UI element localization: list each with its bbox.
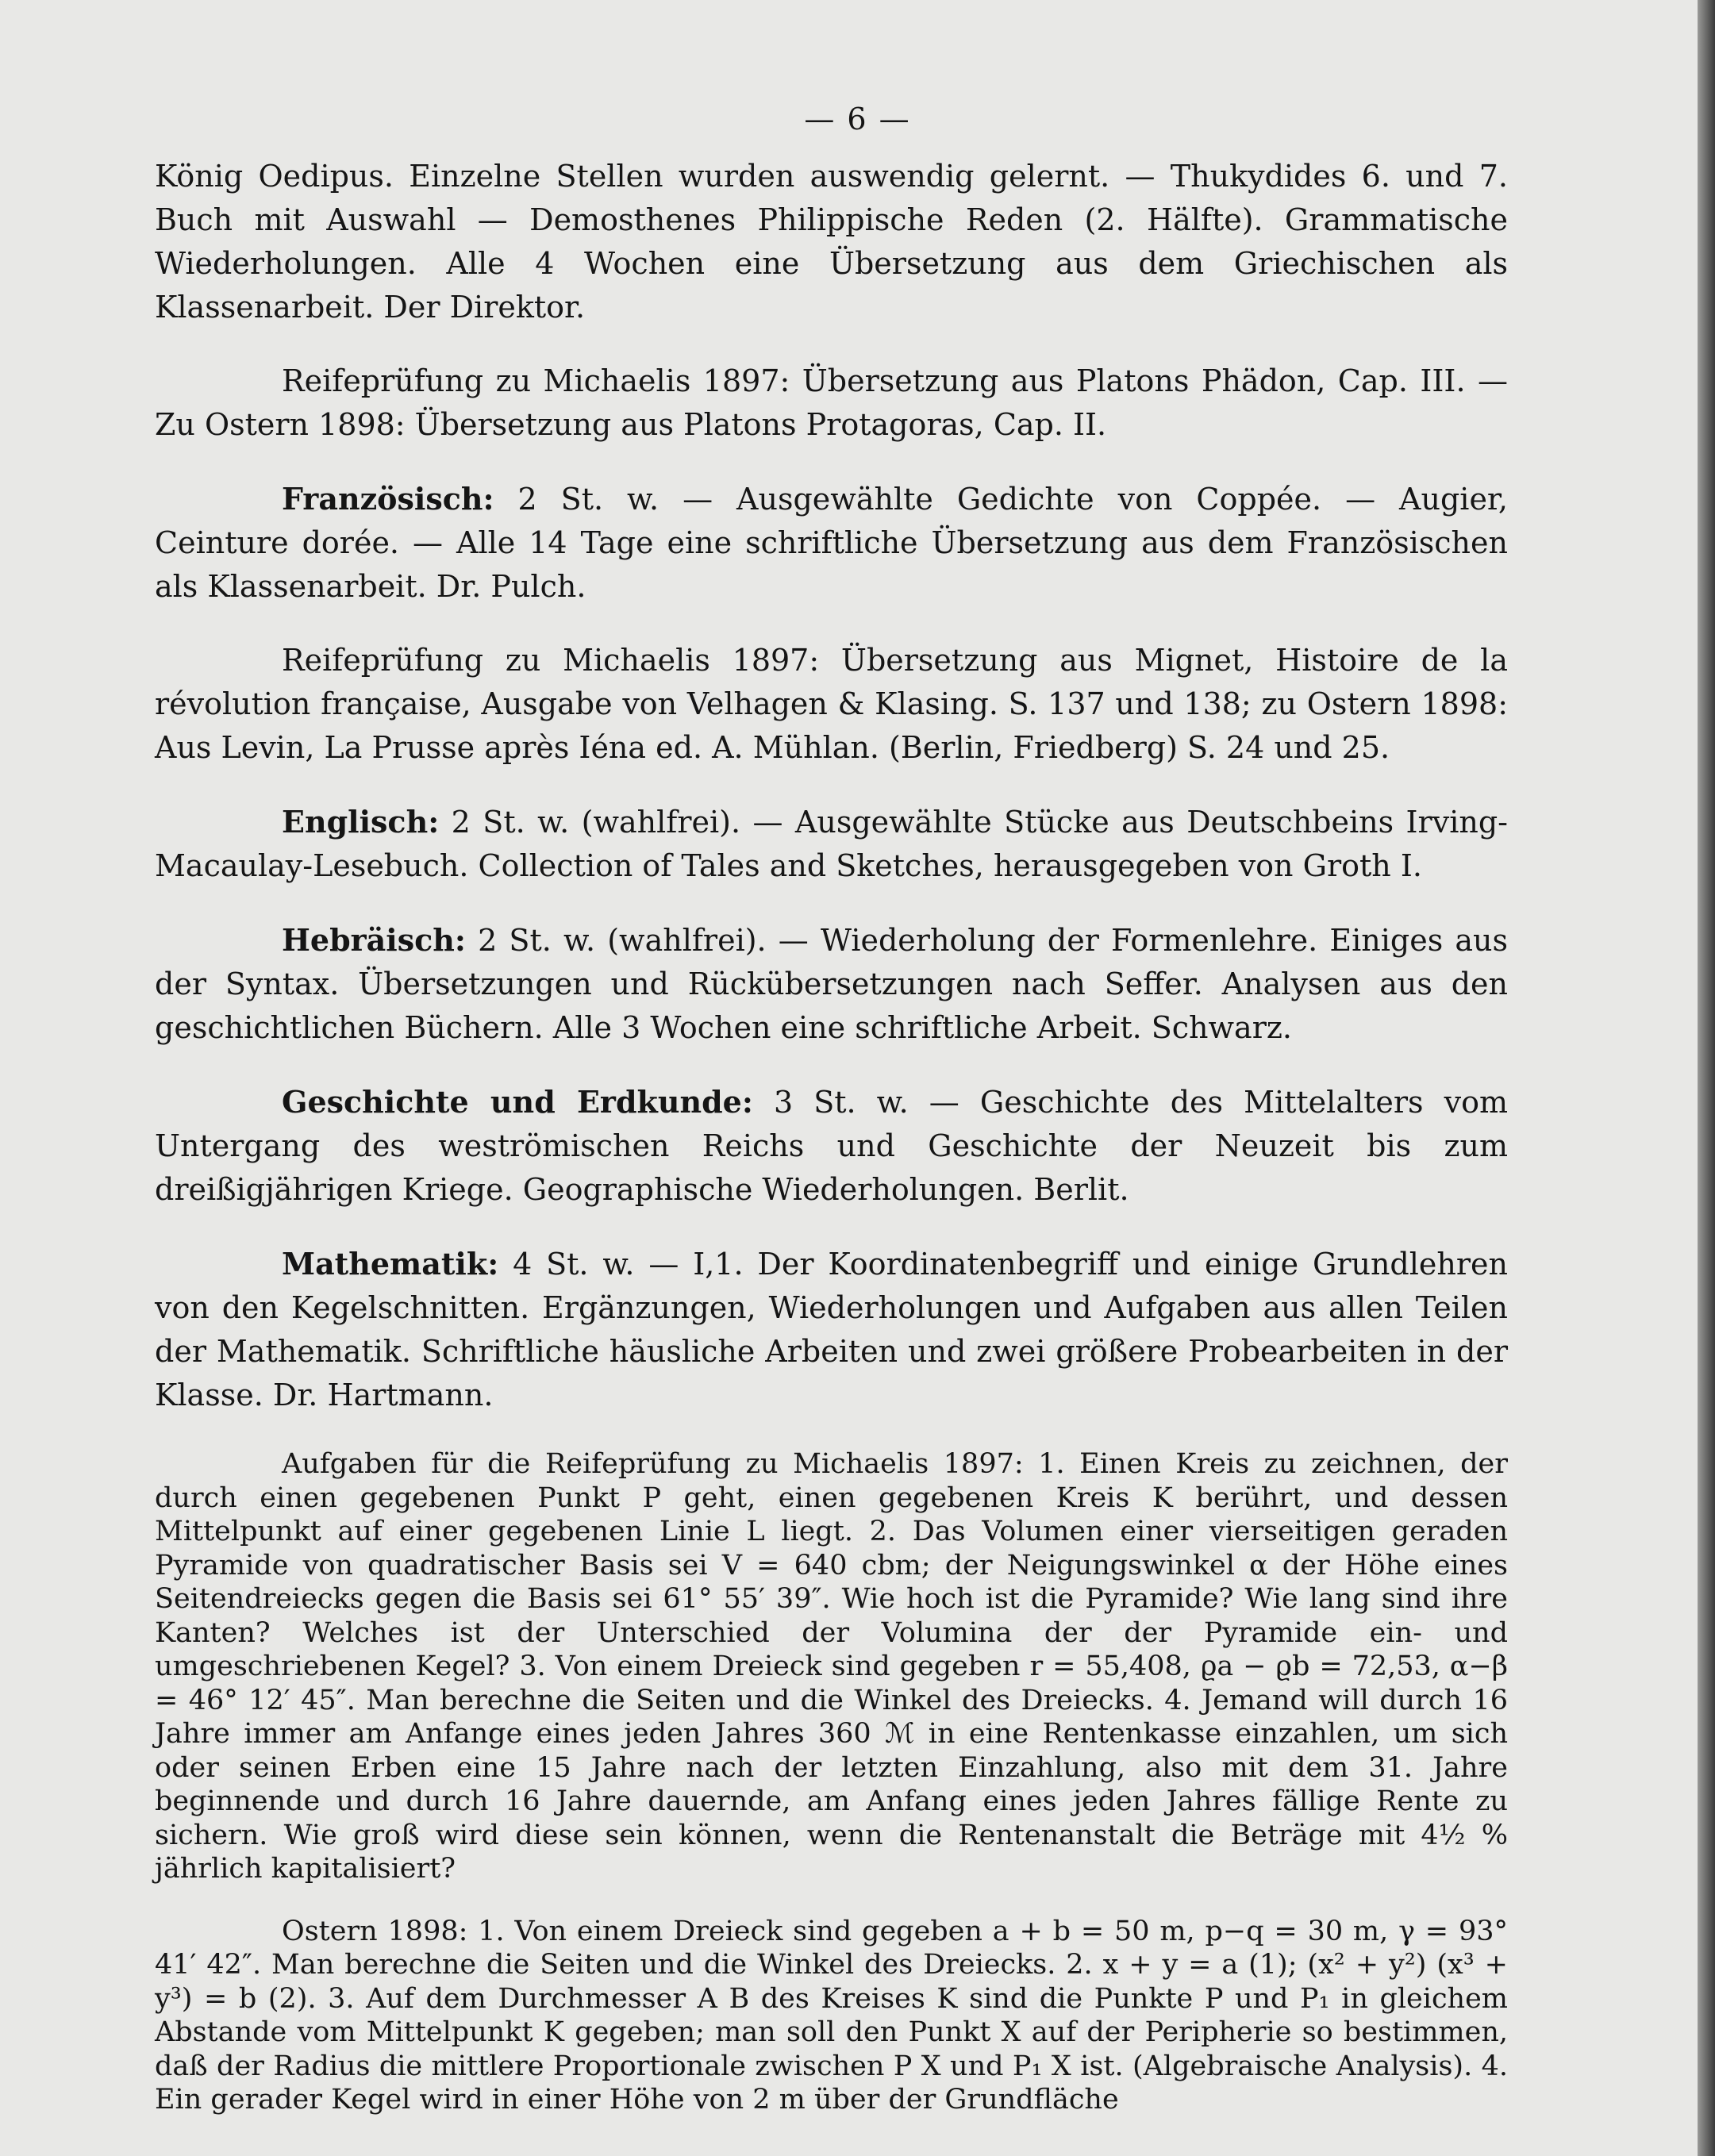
- paragraph-mathematics: [155, 1242, 1508, 1417]
- paragraph-french: [155, 477, 1508, 609]
- subject-heading-french: Französisch:: [282, 481, 494, 517]
- binding-shadow: [1698, 0, 1715, 2156]
- paragraph-history-text: 3 St. w. — Geschichte des Mittelalters vom Untergang des weströmischen Reichs und Geschichte der Neuzeit bis zum dreißigjährigen Kriege. Geographische Wiederholungen. Berlit.: [155, 1085, 1508, 1207]
- subject-heading-hebrew: Hebräisch:: [282, 922, 466, 958]
- paragraph-history: [155, 1080, 1508, 1212]
- paragraph-hebrew-text: 2 St. w. (wahlfrei). — Wiederholung der Formenlehre. Einiges aus der Syntax. Übersetzungen und Rückübersetzungen nach Seffer. Analysen aus den geschichtlichen Büchern. Alle 3 Wochen eine schriftliche Arbeit. Schwarz.: [155, 923, 1508, 1045]
- document-body: [155, 155, 1508, 2146]
- paragraph-math-exam-ostern: Ostern 1898: 1. Von einem Dreieck sind gegeben a + b = 50 m, p−q = 30 m, γ = 93° 41′ 42″. Man berechne die Seiten und die Winkel des Dreiecks. 2. x + y = a (1); (x² + y²) (x³ + y³) = b (2). 3. Auf dem Durchmesser A B des Kreises K sind die Punkte P und P₁ in gleichem Abstande vom Mittelpunkt K gegeben; man soll den Punkt X auf der Peripherie so bestimmen, daß der Radius die mittlere Proportionale zwischen P X und P₁ X ist. (Algebraische Analysis). 4. Ein gerader Kegel wird in einer Höhe von 2 m über der Grundfläche: [155, 1915, 1508, 2116]
- subject-heading-mathematics: Mathematik:: [282, 1246, 499, 1282]
- paragraph-mathematics-text: 4 St. w. — I,1. Der Koordinatenbegriff und einige Grundlehren von den Kegelschnitten. Ergänzungen, Wiederholungen und Aufgaben aus allen Teilen der Mathematik. Schriftliche häusliche Arbeiten und zwei größere Probearbeiten in der Klasse. Dr. Hartmann.: [155, 1247, 1508, 1412]
- subject-heading-english: Englisch:: [282, 804, 440, 840]
- paragraph-english: [155, 800, 1508, 888]
- page-number: — 6 —: [804, 102, 911, 136]
- subject-heading-history: Geschichte und Erdkunde:: [282, 1084, 753, 1120]
- paragraph-greek-continuation: König Oedipus. Einzelne Stellen wurden auswendig gelernt. — Thukydides 6. und 7. Buch mit Auswahl — Demosthenes Philippische Reden (2. Hälfte). Grammatische Wiederholungen. Alle 4 Wochen eine Übersetzung aus dem Griechischen als Klassenarbeit. Der Direktor.: [155, 159, 1508, 325]
- paragraph-hebrew: [155, 918, 1508, 1050]
- paragraph-math-exam-michaelis: Aufgaben für die Reifeprüfung zu Michaelis 1897: 1. Einen Kreis zu zeichnen, der durch einen gegebenen Punkt P geht, einen gegebenen Kreis K berührt, und dessen Mittelpunkt auf einer gegebenen Linie L liegt. 2. Das Volumen einer vierseitigen geraden Pyramide von quadratischer Basis sei V = 640 cbm; der Neigungswinkel α der Höhe eines Seitendreiecks gegen die Basis sei 61° 55′ 39″. Wie hoch ist die Pyramide? Wie lang sind ihre Kanten? Welches ist der Unterschied der Volumina der der Pyramide ein- und umgeschriebenen Kegel? 3. Von einem Dreieck sind gegeben r = 55,408, ϱa − ϱb = 72,53, α−β = 46° 12′ 45″. Man berechne die Seiten und die Winkel des Dreiecks. 4. Jemand will durch 16 Jahre immer am Anfange eines jeden Jahres 360 ℳ in eine Rentenkasse einzahlen, um sich oder seinen Erben eine 15 Jahre nach der letzten Einzahlung, also mit dem 31. Jahre beginnende und durch 16 Jahre dauernde, am Anfang eines jeden Jahres fällige Rente zu sichern. Wie groß wird diese sein können, wenn die Rentenanstalt die Beträge mit 4½ % jährlich kapitalisiert?: [155, 1448, 1508, 1885]
- paragraph-greek-exam: Reifeprüfung zu Michaelis 1897: Übersetzung aus Platons Phädon, Cap. III. — Zu Ostern 1898: Übersetzung aus Platons Protagoras, Cap. II.: [155, 363, 1508, 442]
- paragraph-english-text: 2 St. w. (wahlfrei). — Ausgewählte Stücke aus Deutschbeins Irving-Macaulay-Lesebuch. Collection of Tales and Sketches, herausgegeben von Groth I.: [155, 805, 1508, 883]
- paragraph-french-text: 2 St. w. — Ausgewählte Gedichte von Coppée. — Augier, Ceinture dorée. — Alle 14 Tage eine schriftliche Übersetzung aus dem Französischen als Klassenarbeit. Dr. Pulch.: [155, 482, 1508, 604]
- paragraph-french-exam: Reifeprüfung zu Michaelis 1897: Übersetzung aus Mignet, Histoire de la révolution française, Ausgabe von Velhagen & Klasing. S. 137 und 138; zu Ostern 1898: Aus Levin, La Prusse après Iéna ed. A. Mühlan. (Berlin, Friedberg) S. 24 und 25.: [155, 643, 1508, 765]
